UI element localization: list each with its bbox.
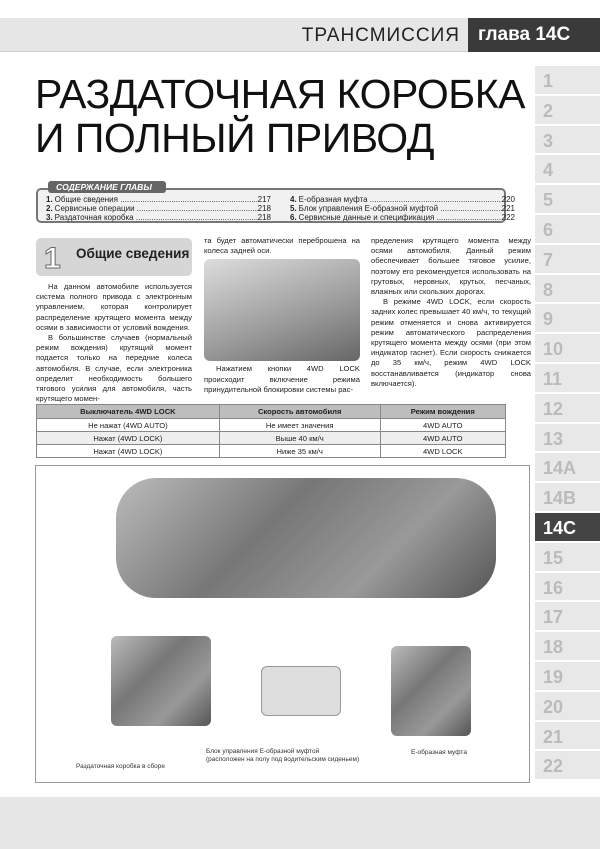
table-row — [37, 445, 506, 458]
chapter-tab-8[interactable]: 8 — [535, 275, 600, 305]
table-cell: Нажат (4WD LOCK) — [37, 432, 220, 445]
coupling-photo — [391, 646, 471, 736]
chapter-tab-14C[interactable]: 14C — [535, 513, 600, 543]
chapter-tab-1[interactable]: 1 — [535, 66, 600, 96]
table-of-contents — [36, 182, 515, 223]
chapter-tab-17[interactable]: 17 — [535, 602, 600, 632]
chapter-label: глава 14С — [468, 18, 600, 52]
transfer-case-photo — [111, 636, 211, 726]
section-heading — [36, 238, 192, 276]
vehicle-underbody-photo — [116, 478, 496, 598]
4wd-mode-table — [36, 404, 506, 458]
table-cell: 4WD AUTO — [380, 432, 505, 445]
chapter-tab-19[interactable]: 19 — [535, 662, 600, 692]
column-header: Режим вождения — [380, 405, 505, 419]
toc-item[interactable]: 5. Блок управления Е-образной муфтой ..... 221 — [290, 204, 515, 213]
chapter-tab-11[interactable]: 11 — [535, 364, 600, 394]
toc-title: СОДЕРЖАНИЕ ГЛАВЫ — [48, 181, 166, 193]
table-cell: 4WD AUTO — [380, 419, 505, 432]
toc-page: 222 — [501, 213, 515, 222]
caption-transfer-case: Раздаточная коробка в сборе — [76, 763, 166, 770]
chapter-tab-4[interactable]: 4 — [535, 155, 600, 185]
toc-page: 218 — [257, 213, 271, 222]
toc-item[interactable]: 3. Раздаточная коробка ..... 218 — [46, 213, 271, 222]
table-row — [37, 432, 506, 445]
chapter-tab-3[interactable]: 3 — [535, 126, 600, 156]
chapter-tab-13[interactable]: 13 — [535, 424, 600, 454]
chapter-tab-12[interactable]: 12 — [535, 394, 600, 424]
toc-item[interactable]: 1. Общие сведения ..... 217 — [46, 195, 271, 204]
toc-item[interactable]: 2. Сервисные операции ..... 218 — [46, 204, 271, 213]
chapter-tab-16[interactable]: 16 — [535, 573, 600, 603]
text-column-2: та будет автоматически переброшена на колеса задней оси. Нажатием кнопки 4WD LOCK происходит включение режима принудительной блокировки системы рас- — [204, 236, 360, 394]
chapter-tabs — [535, 66, 600, 781]
4wd-lock-button-photo — [204, 259, 360, 361]
table-row — [37, 419, 506, 432]
column-header: Скорость автомобиля — [219, 405, 380, 419]
toc-page: 218 — [257, 204, 271, 213]
footer-bar — [0, 797, 600, 849]
chapter-tab-18[interactable]: 18 — [535, 632, 600, 662]
toc-page: 217 — [257, 195, 271, 204]
column-header: Выключатель 4WD LOCK — [37, 405, 220, 419]
toc-item[interactable]: 4. Е-образная муфта ..... 220 — [290, 195, 515, 204]
caption-ecu: Блок управления Е-образной муфтой (расположен на полу под водительским сиденьем) — [206, 748, 360, 763]
chapter-tab-6[interactable]: 6 — [535, 215, 600, 245]
toc-page: 220 — [501, 195, 515, 204]
chapter-tab-5[interactable]: 5 — [535, 185, 600, 215]
table-cell: Нажат (4WD LOCK) — [37, 445, 220, 458]
chapter-tab-15[interactable]: 15 — [535, 543, 600, 573]
toc-page: 221 — [501, 204, 515, 213]
chapter-tab-14B[interactable]: 14B — [535, 483, 600, 513]
chapter-tab-20[interactable]: 20 — [535, 692, 600, 722]
section-title: ТРАНСМИССИЯ — [301, 25, 460, 46]
text-column-1: На данном автомобиле используется система полного привода с электронным управлением, которая контролирует распределение крутящего момента между осями в зависимости от условий вождения. В большинстве случаев (нормальный режим вождения) крутящий момент подается только на передние колеса автомобиля. В случае, если электроника определит необходимость большего тягового усилия для автомобиля, часть крутящего момен- — [36, 282, 192, 404]
chapter-tab-2[interactable]: 2 — [535, 96, 600, 126]
table-cell: Ниже 35 км/ч — [219, 445, 380, 458]
section-heading-text: Общие сведения — [76, 246, 190, 261]
text-column-3: пределения крутящего момента между осями автомобиля. Данный режим обеспечивает большее тяговое усилие, поэтому его рекомендуется использовать на грутовых, неровных, крутых, песчаных, влажных или скользких дорогах. В режиме 4WD LOCK, если скорость задних колес превышает 40 км/ч, то текущий режим отменяется и снова активируется режим автоматического распределения крутящего момента между осями (при этом индикатор гаснет). Если скорость снижается до 35 км/ч, режим 4WD LOCK восстанавливается (индикатор снова включается). — [371, 236, 531, 388]
chapter-tab-14A[interactable]: 14A — [535, 453, 600, 483]
caption-coupling: Е-образная муфта — [411, 749, 467, 756]
table-cell: Не имеет значения — [219, 419, 380, 432]
ecu-photo — [261, 666, 341, 716]
chapter-tab-21[interactable]: 21 — [535, 722, 600, 752]
chapter-tab-22[interactable]: 22 — [535, 751, 600, 781]
chapter-tab-9[interactable]: 9 — [535, 304, 600, 334]
illustration-frame — [35, 465, 530, 783]
table-cell: Выше 40 км/ч — [219, 432, 380, 445]
page-title: РАЗДАТОЧНАЯ КОРОБКА И ПОЛНЫЙ ПРИВОД — [35, 71, 525, 161]
toc-item[interactable]: 6. Сервисные данные и спецификация ..... 222 — [290, 213, 515, 222]
chapter-tab-7[interactable]: 7 — [535, 245, 600, 275]
table-cell: 4WD LOCK — [380, 445, 505, 458]
chapter-tab-10[interactable]: 10 — [535, 334, 600, 364]
table-cell: Не нажат (4WD AUTO) — [37, 419, 220, 432]
section-number: 1 — [44, 242, 61, 275]
